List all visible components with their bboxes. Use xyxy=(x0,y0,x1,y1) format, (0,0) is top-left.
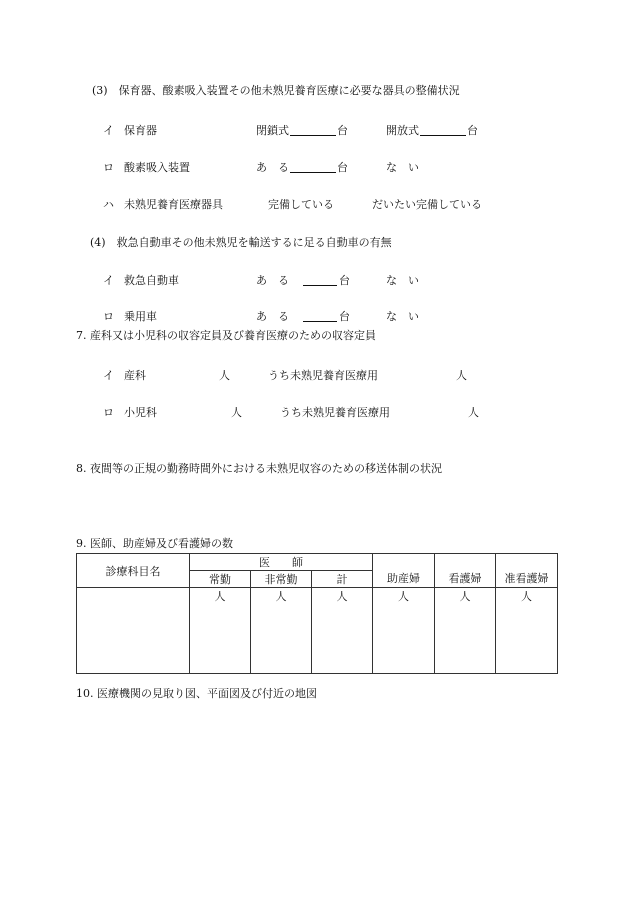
section-8-heading: 8. 夜間等の正規の勤務時間外における未熟児収容のための移送体制の状況 xyxy=(76,462,442,475)
midwife-header: 助産婦 xyxy=(373,554,435,588)
s3-i-closed-label: 閉鎖式 xyxy=(256,124,289,137)
section-4-heading: (4) 救急自動車その他未熟児を輸送するに足る自動車の有無 xyxy=(90,236,392,249)
s7-ro-unit: 人 xyxy=(231,406,242,419)
s3-ha-option-complete: 完備している xyxy=(268,198,334,211)
s7-ro-marker: ロ xyxy=(103,406,114,419)
s7-i-sub-label: うち未熟児養育医療用 xyxy=(268,369,378,382)
s7-i-label: 産科 xyxy=(124,369,146,382)
section-10-heading: 10. 医療機関の見取り図、平面図及び付近の地図 xyxy=(76,687,317,700)
total-cell[interactable]: 人 xyxy=(312,588,373,674)
nurse-header: 看護婦 xyxy=(435,554,496,588)
s3-i-unit1: 台 xyxy=(337,124,348,137)
s4-ro-count-blank[interactable] xyxy=(303,310,337,322)
s4-ro-aru: あ る xyxy=(256,310,289,323)
s3-i-open-count-blank[interactable] xyxy=(420,124,466,136)
parttime-header: 非常勤 xyxy=(251,571,312,588)
s4-i-nai: な い xyxy=(386,274,419,287)
dept-header: 診療科目名 xyxy=(77,554,190,588)
s7-i-unit: 人 xyxy=(219,369,230,382)
fulltime-cell[interactable]: 人 xyxy=(190,588,251,674)
s3-i-open-label: 開放式 xyxy=(386,124,419,137)
section-3-heading: (3) 保育器、酸素吸入装置その他未熟児養育医療に必要な器具の整備状況 xyxy=(92,84,460,97)
s4-i-aru: あ る xyxy=(256,274,289,287)
doctor-header: 医 師 xyxy=(190,554,373,571)
s3-ha-marker: ハ xyxy=(103,198,114,211)
s4-i-marker: イ xyxy=(103,274,114,287)
s3-i-unit2: 台 xyxy=(467,124,478,137)
s3-ha-label: 未熟児養育医療器具 xyxy=(124,198,223,211)
s7-ro-unit2: 人 xyxy=(468,406,479,419)
table-row xyxy=(77,588,558,674)
s4-ro-unit: 台 xyxy=(339,310,350,323)
assoc-nurse-header: 准看護婦 xyxy=(496,554,558,588)
assoc-nurse-cell[interactable]: 人 xyxy=(496,588,558,674)
s4-ro-label: 乗用車 xyxy=(124,310,157,323)
s3-ro-aru: あ る xyxy=(256,161,289,174)
s7-i-marker: イ xyxy=(103,369,114,382)
dept-cell[interactable] xyxy=(77,588,190,674)
s3-i-label: 保育器 xyxy=(124,124,157,137)
s3-ro-nai: な い xyxy=(386,161,419,174)
s7-ro-sub-label: うち未熟児養育医療用 xyxy=(280,406,390,419)
midwife-cell[interactable]: 人 xyxy=(373,588,435,674)
s4-i-unit: 台 xyxy=(339,274,350,287)
s3-ro-count-blank[interactable] xyxy=(290,161,336,173)
section-7-heading: 7. 産科又は小児科の収容定員及び養育医療のための収容定員 xyxy=(76,329,376,342)
s4-i-count-blank[interactable] xyxy=(303,274,337,286)
total-header: 計 xyxy=(312,571,373,588)
s7-i-unit2: 人 xyxy=(456,369,467,382)
s4-ro-nai: な い xyxy=(386,310,419,323)
section-9-heading: 9. 医師、助産婦及び看護婦の数 xyxy=(76,537,233,550)
s3-i-closed-count-blank[interactable] xyxy=(290,124,336,136)
s7-ro-label: 小児科 xyxy=(124,406,157,419)
s4-ro-marker: ロ xyxy=(103,310,114,323)
s3-ro-unit: 台 xyxy=(337,161,348,174)
s3-ro-label: 酸素吸入装置 xyxy=(124,161,190,174)
s3-i-marker: イ xyxy=(103,124,114,137)
nurse-cell[interactable]: 人 xyxy=(435,588,496,674)
s3-ro-marker: ロ xyxy=(103,161,114,174)
fulltime-header: 常勤 xyxy=(190,571,251,588)
s4-i-label: 救急自動車 xyxy=(124,274,179,287)
s3-ha-option-mostly: だいたい完備している xyxy=(372,198,482,211)
staff-count-table xyxy=(76,553,558,674)
parttime-cell[interactable]: 人 xyxy=(251,588,312,674)
